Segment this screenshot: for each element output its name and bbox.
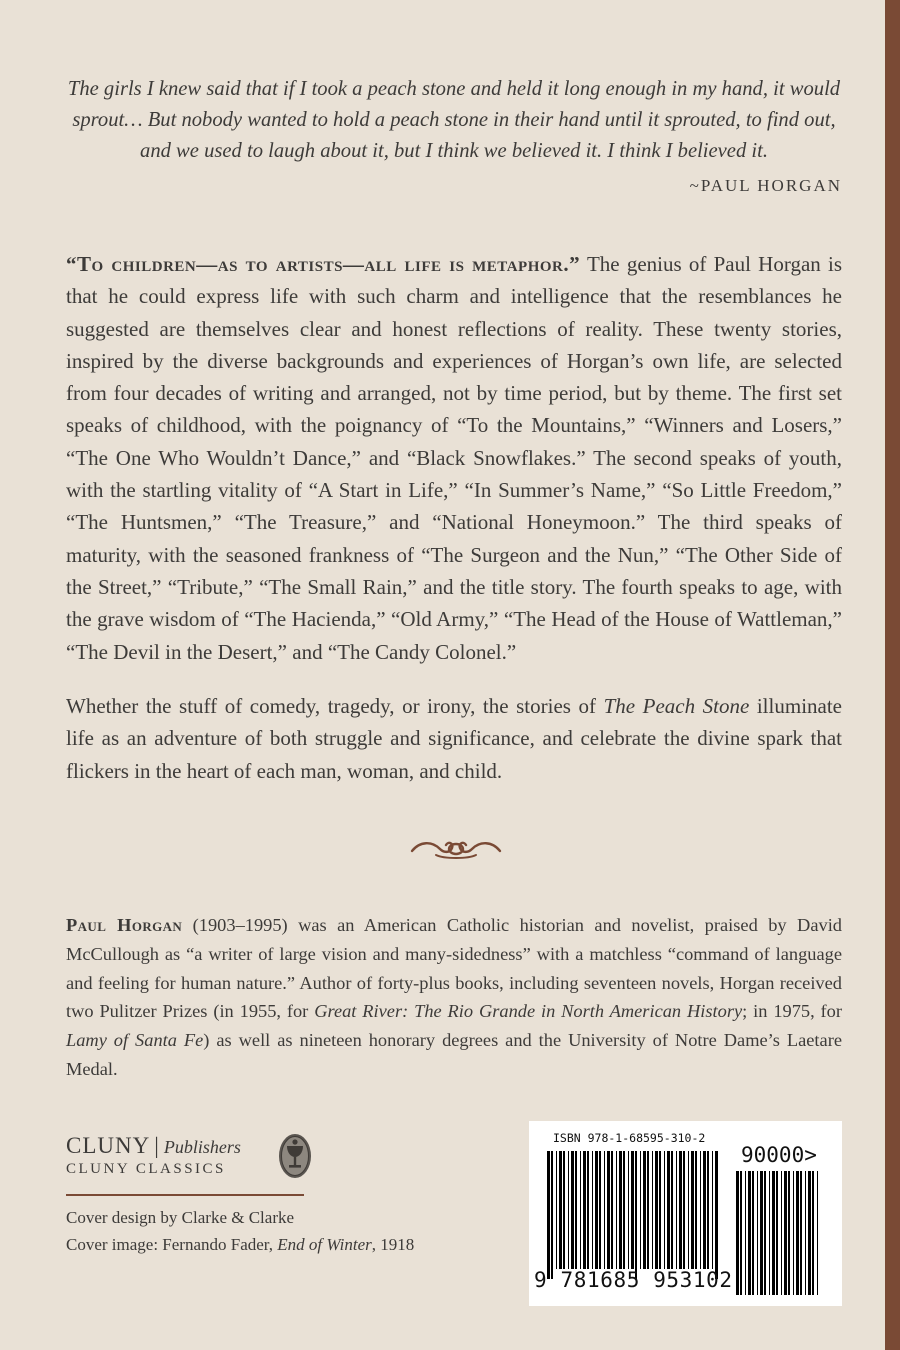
barcode-bar [616, 1151, 617, 1269]
flourish-ornament [410, 835, 502, 863]
description-lead: “To children—as to artists—all life is metaphor.” [66, 252, 581, 276]
publisher-separator: | [154, 1133, 160, 1158]
description-p2-before: Whether the stuff of comedy, tragedy, or irony, the stories of [66, 694, 604, 718]
barcode-bar [607, 1151, 610, 1269]
barcode-bar [659, 1151, 661, 1269]
barcode-bar [568, 1151, 569, 1269]
barcode-bar [575, 1151, 577, 1269]
publisher-rule [66, 1194, 304, 1196]
barcode-bar [571, 1151, 574, 1269]
barcode-bar [805, 1171, 806, 1295]
addon-barcode [736, 1171, 826, 1295]
cover-image-title: End of Winter [277, 1235, 372, 1254]
publisher-name-line [66, 1133, 306, 1159]
barcode-bar [592, 1151, 593, 1269]
barcode-bar [712, 1151, 713, 1269]
publisher-word: Publishers [163, 1137, 241, 1157]
barcode-bar [679, 1151, 682, 1269]
ean-barcode [547, 1151, 727, 1287]
publisher-name: CLUNY [66, 1133, 151, 1158]
barcode-bar [736, 1171, 739, 1295]
barcode-bar [580, 1151, 581, 1269]
barcode-bar [547, 1151, 550, 1279]
barcode-bar [640, 1151, 641, 1269]
barcode-bar [631, 1151, 634, 1269]
cover-credits [66, 1204, 414, 1258]
barcode-bar [788, 1171, 790, 1295]
bio-book-1: Great River: The Rio Grande in North American History [314, 1001, 743, 1022]
spine-edge-strip [885, 0, 900, 1350]
barcode-bar [664, 1151, 665, 1269]
publisher-imprint: CLUNY CLASSICS [66, 1161, 226, 1177]
barcode-bar [752, 1171, 754, 1295]
barcode-bar [619, 1151, 622, 1269]
barcode-bar [776, 1171, 778, 1295]
barcode-bar [556, 1151, 557, 1269]
author-bio [66, 911, 842, 1084]
barcode-bar [772, 1171, 775, 1295]
cover-design-credit: Cover design by Clarke & Clarke [66, 1208, 295, 1227]
barcode-bar [688, 1151, 689, 1269]
barcode-bar [707, 1151, 709, 1269]
barcode-bar [812, 1171, 814, 1295]
isbn-label: ISBN 978-1-68595-310-2 [553, 1131, 706, 1145]
barcode-bar [604, 1151, 605, 1269]
barcode-bar [623, 1151, 625, 1269]
barcode-bar [583, 1151, 586, 1269]
cover-image-prefix: Cover image: Fernando Fader, [66, 1235, 278, 1254]
barcode-bar [760, 1171, 763, 1295]
barcode-bar [764, 1171, 766, 1295]
barcode-bar [559, 1151, 562, 1269]
barcode-bar [817, 1171, 818, 1295]
barcode-bar [551, 1151, 553, 1279]
price-code: 90000> [741, 1143, 817, 1167]
barcode-bar [563, 1151, 565, 1269]
barcode-bar [784, 1171, 787, 1295]
barcode-bar [643, 1151, 646, 1269]
epigraph-quote: The girls I knew said that if I took a peach stone and held it long enough in my hand, it would sprout… But nobody wanted to hold a peach stone in their hand until it sprouted, to find out, and we used to laugh about it, but I think we believed it. I think I believed it. [67, 78, 841, 162]
barcode-bar [667, 1151, 670, 1269]
barcode-bar [781, 1171, 782, 1295]
barcode-bar [800, 1171, 802, 1295]
cover-image-credit [66, 1231, 414, 1258]
chalice-seal-icon [278, 1133, 312, 1179]
barcode-bar [652, 1151, 653, 1269]
barcode-bar [703, 1151, 706, 1269]
cover-image-year: , 1918 [371, 1235, 415, 1254]
barcode-bar [635, 1151, 637, 1279]
ean-digits: 9 781685 953102 [534, 1268, 733, 1292]
barcode-bar [740, 1171, 742, 1295]
barcode-bar [796, 1171, 799, 1295]
barcode-bar [655, 1151, 658, 1269]
barcode-bar [808, 1171, 811, 1295]
description-paragraph-1 [66, 248, 842, 668]
barcode-bar [715, 1151, 718, 1279]
barcode-bar [691, 1151, 694, 1269]
bio-text-2: ; in 1975, for [742, 1001, 843, 1022]
barcode-bar [599, 1151, 601, 1269]
book-title-peach-stone: The Peach Stone [603, 694, 750, 718]
bio-text-3: ) as well as nineteen honorary degrees and the University of Notre Dame’s Laetare Medal. [66, 1030, 842, 1079]
description-p2-after: illuminate life as an adventure of both struggle and significance, and celebrate the divine spark that flickers in the heart of each man, woman, and child. [66, 694, 842, 783]
barcode-bar [671, 1151, 673, 1269]
barcode-bar [695, 1151, 697, 1269]
barcode-bar [769, 1171, 770, 1295]
barcode-bar [611, 1151, 613, 1269]
barcode-bar [700, 1151, 701, 1269]
description-paragraph-2 [66, 690, 842, 787]
barcode-bar [676, 1151, 677, 1269]
barcode-bar [748, 1171, 751, 1295]
barcode-bar [745, 1171, 746, 1295]
publisher-logo [66, 1133, 306, 1178]
epigraph-attribution: ~PAUL HORGAN [689, 176, 842, 195]
description-body: The genius of Paul Horgan is that he could express life with such charm and intelligence that the resemblances he suggested are themselves clear and honest reflections of reality. These twenty stories, inspired by the diverse backgrounds and experiences of Horgan’s own life, are selected from four decades of writing and arranged, not by time period, but by theme. The first set speaks of childhood, with the poignancy of “To the Mountains,” “Winners and Losers,” “The One Who Wouldn’t Dance,” and “Black Snowflakes.” The second speaks of youth, with the startling vitality of “A Start in Life,” “In Summer’s Name,” “So Little Freedom,” “The Huntsmen,” “The Treasure,” and “National Honeymoon.” The third speaks of maturity, with the seasoned frankness of “The Surgeon and the Nun,” “The Other Side of the Street,” “Tribute,” “The Small Rain,” and the title story. The fourth speaks to age, with the grave wisdom of “The Hacienda,” “Old Army,” “The Head of the House of Wattleman,” “The Devil in the Desert,” and “The Candy Colonel.” [66, 252, 842, 664]
barcode-bar [757, 1171, 758, 1295]
author-name: Paul Horgan [66, 915, 183, 935]
barcode-bar [595, 1151, 598, 1269]
barcode-bar [628, 1151, 629, 1269]
barcode-bar [647, 1151, 649, 1269]
bio-book-2: Lamy of Santa Fe [66, 1030, 204, 1051]
barcode-bar [587, 1151, 589, 1269]
barcode-bar [683, 1151, 685, 1269]
barcode-bar [793, 1171, 794, 1295]
barcode-panel [529, 1121, 842, 1306]
bio-text-1: (1903–1995) was an American Catholic historian and novelist, praised by David McCullough as “a writer of large vision and many-sidedness” with a matchless “command of language and feeling for human nature.” Author of forty-plus books, including seventeen novels, Horgan received two Pulitzer Prizes (in 1955, for [66, 915, 842, 1022]
